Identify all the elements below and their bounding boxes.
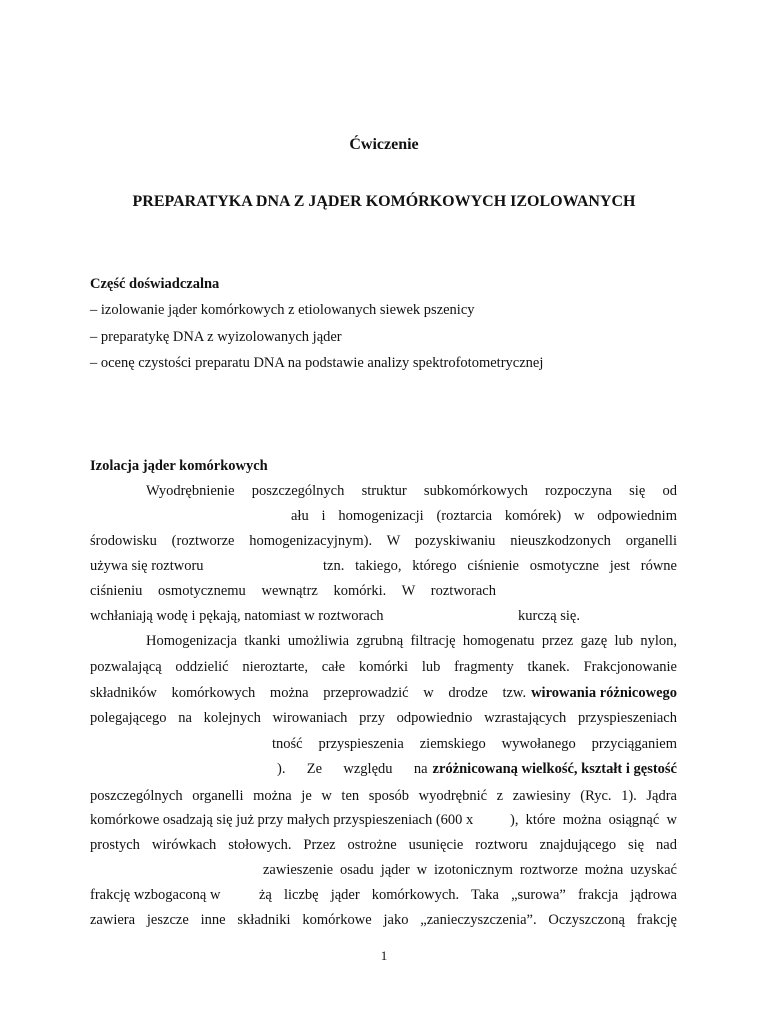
isolation-heading: Izolacja jąder komórkowych	[90, 458, 268, 474]
emphasis-term: wirowania różnicowego	[531, 685, 677, 701]
paragraph-line: zawieszenie osadu jąder w izotonicznym roztworze można uzyskać	[263, 862, 677, 878]
paragraph-line: ału i homogenizacji (roztarcia komórek) w odpowiednim	[291, 508, 677, 524]
paragraph-line: Wyodrębnienie poszczególnych struktur subkomórkowych rozpoczyna się od	[146, 483, 677, 499]
experimental-item: – ocenę czystości preparatu DNA na podstawie analizy spektrofotometrycznej	[90, 355, 544, 371]
paragraph-fragment: składników komórkowych można przeprowadzić w drodze tzw.	[90, 685, 527, 701]
paragraph-line: tzn. takiego, którego ciśnienie osmotyczne jest równe	[323, 558, 677, 574]
emphasis-term: zróżnicowaną wielkość, kształt i gęstość	[432, 761, 677, 777]
paragraph-fragment: używa się roztworu	[90, 558, 204, 574]
paragraph-line: poszczególnych organelli można je w ten sposób wyodrębnić z zawiesiny (Ryc. 1). Jądra	[90, 788, 677, 804]
paragraph-fragment: ). Ze względu na	[277, 761, 428, 777]
experimental-item: – preparatykę DNA z wyizolowanych jąder	[90, 329, 342, 345]
paragraph-fragment: kurczą się.	[518, 608, 580, 624]
page-subtitle: PREPARATYKA DNA Z JĄDER KOMÓRKOWYCH IZOLOWANYCH	[132, 193, 636, 210]
paragraph-fragment: frakcję wzbogaconą w	[90, 887, 221, 903]
paragraph-fragment: wchłaniają wodę i pękają, natomiast w roztworach	[90, 608, 384, 624]
paragraph-line	[90, 685, 677, 702]
paragraph-line	[277, 761, 677, 778]
page-number: 1	[380, 948, 388, 963]
paragraph-line: polegającego na kolejnych wirowaniach przy odpowiednio wzrastających przyspieszeniach	[90, 710, 677, 726]
paragraph-fragment: komórkowe osadzają się już przy małych przyspieszeniach (600 x	[90, 812, 474, 828]
paragraph-fragment: ), które można osiągnąć w	[510, 812, 677, 828]
paragraph-line: środowisku (roztworze homogenizacyjnym). W pozyskiwaniu nieuszkodzonych organelli	[90, 533, 677, 549]
paragraph-line: Homogenizacja tkanki umożliwia zgrubną filtrację homogenatu przez gazę lub nylon,	[146, 633, 677, 649]
paragraph-line: żą liczbę jąder komórkowych. Taka „surowa” frakcja jądrowa	[259, 887, 677, 903]
page-title: Ćwiczenie	[349, 136, 419, 153]
experimental-heading: Część doświadczalna	[90, 276, 220, 292]
paragraph-line: pozwalającą oddzielić nieroztarte, całe komórki lub fragmenty tkanek. Frakcjonowanie	[90, 659, 677, 675]
experimental-item: – izolowanie jąder komórkowych z etiolowanych siewek pszenicy	[90, 302, 475, 318]
paragraph-line: tność przyspieszenia ziemskiego wywołanego przyciąganiem	[272, 736, 677, 752]
paragraph-line: prostych wirówkach stołowych. Przez ostrożne usunięcie roztworu znajdującego się nad	[90, 837, 677, 853]
paragraph-fragment: ciśnieniu osmotycznemu wewnątrz komórki. W roztworach	[90, 583, 496, 599]
paragraph-line: zawiera jeszcze inne składniki komórkowe jako „zanieczyszczenia”. Oczyszczoną frakcję	[90, 912, 677, 928]
